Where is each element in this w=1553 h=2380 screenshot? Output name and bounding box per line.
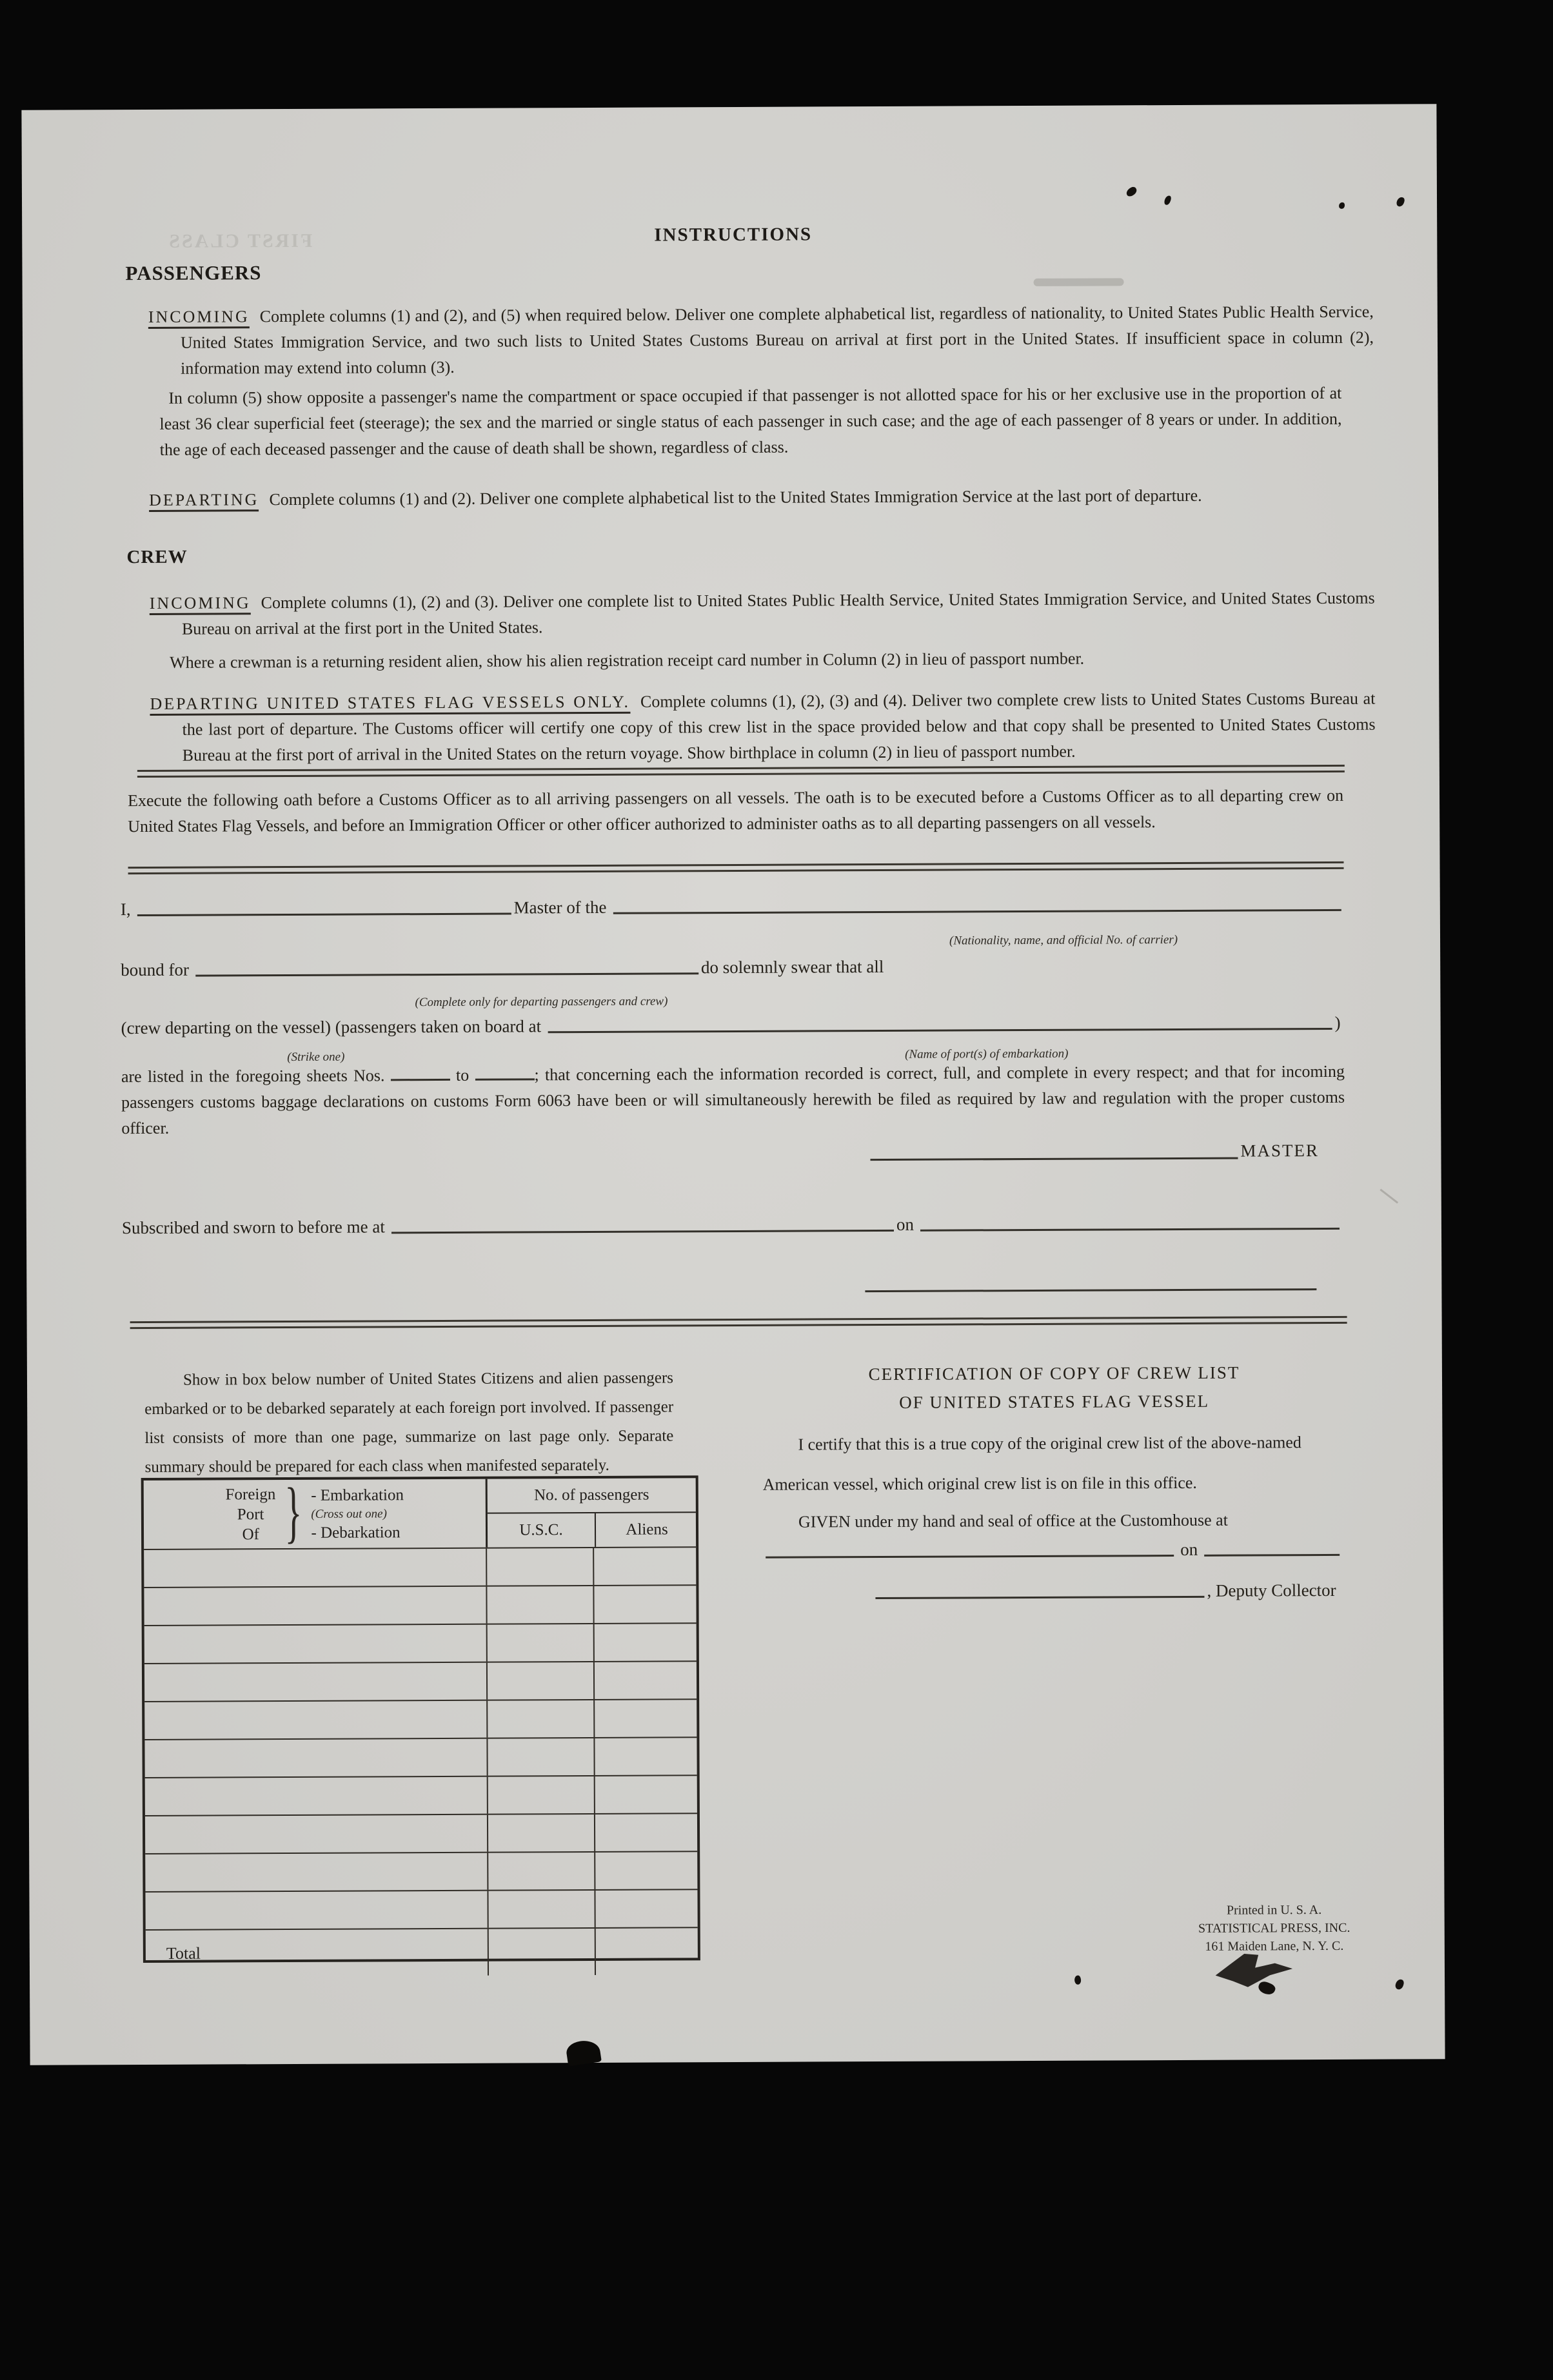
listed-after-text: ; that concerning each the information recorded is correct, full, and complete in every respect; and that for incoming passengers customs baggage declarations on customs Form 6063 have been or will simultaneously herewith be filed as required by law and regulation with the proper customs officer. [121, 1061, 1345, 1138]
incoming-label: INCOMING [148, 307, 250, 329]
no-of-passengers-header: No. of passengers [488, 1478, 696, 1513]
divider-double-rule [130, 1316, 1347, 1329]
passenger-count-header-cell [486, 1478, 696, 1547]
i-label: I, [120, 900, 131, 920]
passengers-departing-paragraph [149, 482, 1374, 513]
crew-incoming-label: INCOMING [150, 593, 251, 615]
customhouse-on-label: on [1180, 1539, 1198, 1559]
edge-ink-mark [565, 2038, 602, 2066]
table-row [144, 1660, 697, 1701]
sheet-no-to-blank [475, 1067, 534, 1080]
cross-out-caption: (Cross out one) [311, 1506, 387, 1521]
oath-crew-departing-line [121, 1011, 1345, 1038]
passenger-summary-table [141, 1475, 700, 1963]
subscribed-line [122, 1211, 1342, 1238]
foreign-port-header-cell [144, 1475, 486, 1551]
table-row [145, 1889, 697, 1929]
ink-speck [1074, 1975, 1082, 1985]
certification-heading [762, 1358, 1346, 1417]
table-row [144, 1622, 697, 1663]
port-word-2: Port [237, 1505, 264, 1523]
ink-speck [1163, 195, 1172, 206]
listed-to-text: to [455, 1065, 470, 1085]
officer-signature-blank [865, 1272, 1316, 1292]
departing-text: Complete columns (1) and (2). Deliver one complete alphabetical list to the United States Immigration Service at the last port of departure. [269, 486, 1202, 509]
port-word-1: Foreign [225, 1485, 276, 1503]
passengers-incoming-paragraph [148, 299, 1374, 382]
sworn-date-blank [920, 1211, 1340, 1232]
table-row [144, 1546, 696, 1587]
table-row [144, 1736, 697, 1777]
departing-only-caption: (Complete only for departing passengers and crew) [415, 994, 668, 1010]
printer-imprint [1165, 1901, 1384, 1956]
departing-flag-label: DEPARTING UNITED STATES FLAG VESSELS ONLY. [150, 693, 630, 716]
customhouse-place-blank [766, 1538, 1174, 1559]
certify-line1: I certify that this is a true copy of the original crew list of the above-named [798, 1433, 1301, 1454]
summary-note-paragraph: Show in box below number of United States Citizens and alien passengers embarked or to be debarked separately at each foreign port involved. If passenger list consists of more than one page, summarize on last page only. Separate summary should be prepared for each class when manifested separately. [144, 1369, 674, 1476]
table-row [144, 1584, 696, 1625]
usc-column-header: U.S.C. [519, 1521, 563, 1539]
master-signature-label: MASTER [1240, 1141, 1320, 1161]
crew-incoming-text: Complete columns (1), (2) and (3). Deliver one complete list to United States Public Health Service, United States Immigration Service, and United States Customs Bureau on arrival at the first port in the United States. [181, 588, 1375, 638]
brace-glyph: } [284, 1475, 302, 1551]
embarkation-option: - Embarkation [311, 1486, 404, 1504]
oath-master-line [121, 892, 1344, 920]
oath-listed-paragraph [121, 1059, 1345, 1141]
table-total-row [146, 1927, 698, 1977]
certification-heading-line1: CERTIFICATION OF COPY OF CREW LIST [868, 1362, 1240, 1384]
imprint-line3: 161 Maiden Lane, N. Y. C. [1205, 1938, 1344, 1954]
ink-smudge [1257, 1980, 1277, 1997]
total-label: Total [166, 1943, 201, 1963]
incoming-text: Complete columns (1) and (2), and (5) when required below. Deliver one complete alphabetical list, regardless of nationality, to United States Public Health Service, United States Immigration Service, and two such lists to United States Customs Bureau on arrival at first port in the United States. If insufficient space in column (2), information may extend into column (3). [180, 302, 1374, 378]
imprint-line2: STATISTICAL PRESS, INC. [1198, 1920, 1350, 1936]
faint-pencil-mark [1380, 1188, 1398, 1203]
bound-for-label: bound for [121, 959, 190, 980]
ink-speck [1394, 1978, 1405, 1991]
passengers-section-heading: PASSENGERS [125, 261, 262, 285]
sheet-no-from-blank [391, 1067, 450, 1081]
carrier-blank [613, 892, 1341, 914]
ink-speck [1339, 202, 1345, 209]
departing-label: DEPARTING [149, 490, 259, 512]
page-title: INSTRUCTIONS [654, 224, 813, 246]
subscribed-label: Subscribed and sworn to before me at [121, 1217, 385, 1238]
faint-bleed-marks [1034, 278, 1124, 286]
passengers-column5-paragraph: In column (5) show opposite a passenger's name the compartment or space occupied if that passenger is not allotted space for his or her exclusive use in the proportion of at least 36 clear superficial feet (steerage); the sex and the married or single status of each passenger in such case; and the age of each passenger of 8 years or under. In addition, the age of each deceased passenger and the cause of death shall be shown, regardless of class. [159, 383, 1342, 459]
oath-bound-for-line [121, 955, 887, 980]
customhouse-date-blank [1204, 1537, 1340, 1557]
departing-flag-text: Complete columns (1), (2), (3) and (4). Deliver two complete crew lists to United States Customs Bureau at the last port of departure. The Customs officer will certify one copy of this crew list in the space provided below and that copy shall be presented to United States Customs Bureau at the first port of arrival in the United States on the return voyage. Show birthplace in column (2) in lieu of passport number. [182, 689, 1376, 765]
crew-section-heading: CREW [126, 546, 188, 568]
close-paren: ) [1334, 1012, 1341, 1032]
listed-before-text: are listed in the foregoing sheets Nos. [121, 1066, 385, 1087]
sworn-on-label: on [896, 1214, 915, 1234]
master-of-the-label: Master of the [513, 897, 607, 918]
imprint-line1: Printed in U. S. A. [1226, 1903, 1322, 1918]
strike-one-caption: (Strike one) [287, 1050, 345, 1065]
bound-for-blank [195, 956, 698, 976]
crew-departing-label: (crew departing on the vessel) (passengers taken on board at [121, 1016, 542, 1038]
given-line: GIVEN under my hand and seal of office at the Customhouse at [798, 1510, 1228, 1531]
crew-incoming-paragraph [150, 585, 1375, 642]
summary-table-header [144, 1475, 696, 1551]
debarkation-option: - Debarkation [311, 1523, 401, 1542]
certify-line2: American vessel, which original crew list is on file in this office. [762, 1473, 1197, 1494]
deputy-collector-label: , Deputy Collector [1207, 1580, 1336, 1600]
deputy-collector-line [873, 1578, 1340, 1602]
port-word-3: Of [242, 1525, 259, 1543]
ink-speck [1125, 186, 1138, 198]
table-row [144, 1698, 697, 1739]
table-row [145, 1813, 697, 1853]
sworn-place-blank [391, 1213, 894, 1234]
carrier-caption: (Nationality, name, and official No. of carrier) [949, 932, 1178, 948]
paper-sheet [21, 104, 1445, 2065]
bleed-through-text: FIRST CLASS [167, 230, 313, 252]
master-name-blank [137, 896, 511, 917]
deputy-signature-blank [875, 1579, 1204, 1599]
embarkation-port-blank [548, 1011, 1332, 1033]
aliens-column-header: Aliens [595, 1513, 698, 1547]
crew-returning-alien-paragraph: Where a crewman is a returning resident alien, show his alien registration receipt card number in Column (2) in lieu of passport number. [170, 649, 1085, 672]
table-row [145, 1775, 697, 1815]
divider-double-rule [128, 861, 1344, 874]
customhouse-on-line [763, 1537, 1342, 1562]
swear-label: do solemnly swear that all [700, 956, 884, 978]
ink-speck [1396, 196, 1405, 208]
certification-heading-line2: OF UNITED STATES FLAG VESSEL [899, 1391, 1210, 1412]
master-signature-line [867, 1140, 1323, 1163]
oath-intro-paragraph: Execute the following oath before a Customs Officer as to all arriving passengers on all vessels. The oath is to be executed before a Customs Officer as to all departing crew on United States Flag Vessels, and before an Immigration Officer or other officer authorized to administer oaths as to all departing passengers on all vessels. [128, 785, 1344, 836]
master-signature-blank [870, 1141, 1238, 1161]
crew-departing-flag-paragraph [150, 686, 1376, 769]
table-row [145, 1851, 697, 1891]
port-of-embarkation-caption: (Name of port(s) of embarkation) [905, 1047, 1069, 1061]
